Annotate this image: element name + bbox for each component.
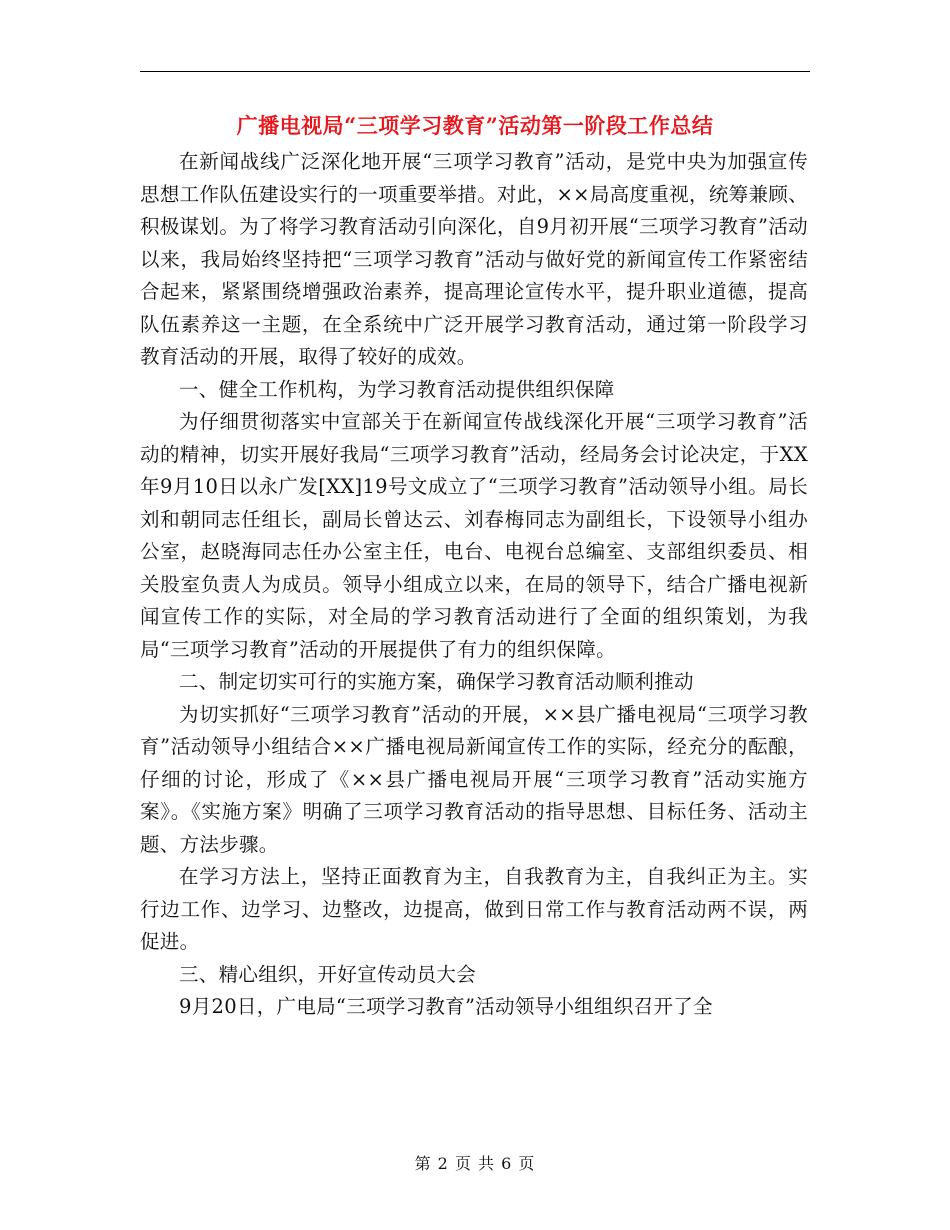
section-heading-3: 三、精心组织，开好宣传动员大会 (179, 962, 477, 986)
section-heading-1: 一、健全工作机构，为学习教育活动提供组织保障 (179, 377, 615, 401)
page-number: 第 2 页 共 6 页 (414, 1154, 536, 1173)
section-heading-2: 二、制定切实可行的实施方案，确保学习教育活动顺利推动 (179, 670, 694, 693)
document-title: 广播电视局“三项学习教育”活动第一阶段工作总结 (236, 113, 714, 138)
paragraph-section-1: 为仔细贯彻落实中宣部关于在新闻宣传战线深化开展“三项学习教育”活动的精神，切实开展好我局“三项学习教育”活动，经局务会讨论决定，于XX年9月10日以永广发[XX]19号文成立了“三项学习教育”活动领导小组。局长刘和朝同志任组长，副局长曾达云、刘春梅同志为副组长，下设领导小组办公室，赵晓海同志任办公室主任，电台、电视台总编室、支部组织委员、相关股室负责人为成员。领导小组成立以来，在局的领导下，结合广播电视新闻宣传工作的实际，对全局的学习教育活动进行了全面的组织策划，为我局“三项学习教育”活动的开展提供了有力的组织保障。 (140, 410, 808, 661)
paragraph-study-method: 在学习方法上，坚持正面教育为主，自我教育为主，自我纠正为主。实行边工作、边学习、边整改，边提高，做到日常工作与教育活动两不误，两促进。 (140, 865, 808, 953)
header-rule (140, 71, 810, 72)
document-body (140, 146, 808, 1024)
paragraph-section-3: 9月20日，广电局“三项学习教育”活动领导小组组织召开了全 (179, 995, 713, 1018)
paragraph-intro: 在新闻战线广泛深化地开展“三项学习教育”活动，是党中央为加强宣传思想工作队伍建设实行的一项重要举措。对此，××局高度重视，统筹兼顾、积极谋划。为了将学习教育活动引向深化，自9月初开展“三项学习教育”活动以来，我局始终坚持把“三项学习教育”活动与做好党的新闻宣传工作紧密结合起来，紧紧围绕增强政治素养，提高理论宣传水平，提升职业道德，提高队伍素养这一主题，在全系统中广泛开展学习教育活动，通过第一阶段学习教育活动的开展，取得了较好的成效。 (140, 150, 808, 368)
paragraph-section-2: 为切实抓好“三项学习教育”活动的开展，××县广播电视局“三项学习教育”活动领导小组结合××广播电视局新闻宣传工作的实际，经充分的酝酿，仔细的讨论，形成了《××县广播电视局开展“三项学习教育”活动实施方案》。《实施方案》明确了三项学习教育活动的指导思想、目标任务、活动主题、方法步骤。 (140, 702, 808, 856)
